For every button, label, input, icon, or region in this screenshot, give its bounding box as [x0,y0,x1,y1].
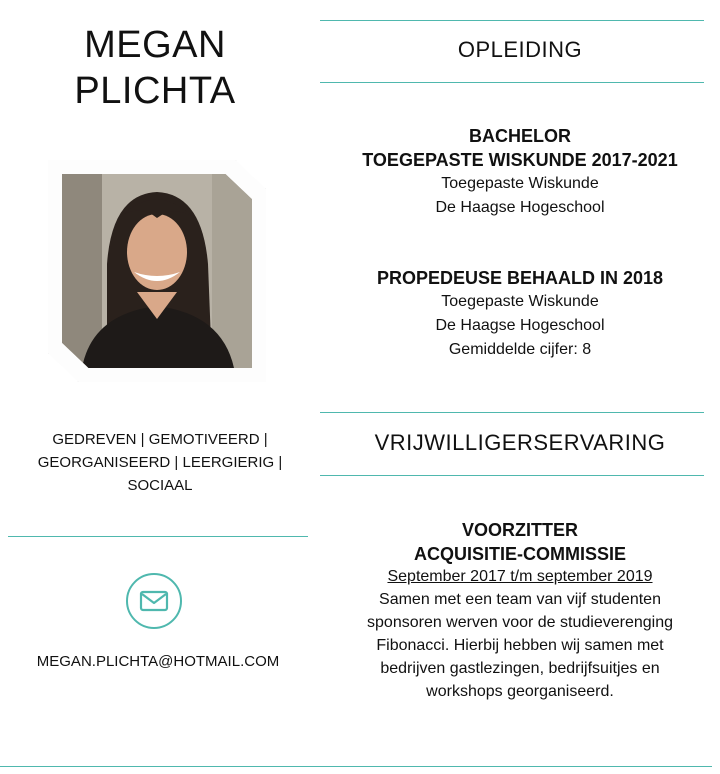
education-entry-bachelor [320,124,720,220]
propedeuse-heading: PROPEDEUSE BEHAALD IN 2018 [376,268,664,288]
profile-photo-frame [48,160,266,382]
profile-photo [62,174,252,368]
volunteer-title: VRIJWILLIGERSERVARING [374,430,666,455]
volunteer-desc-1: Samen met een team van vijf studenten [379,591,661,608]
propedeuse-school: De Haagse Hogeschool [435,317,605,334]
bachelor-heading-1: BACHELOR [469,126,571,146]
education-entry-propedeuse [320,266,720,362]
education-top-rule [320,20,704,21]
bachelor-heading-2: TOEGEPASTE WISKUNDE 2017-2021 [362,150,678,170]
volunteer-period: September 2017 t/m september 2019 [387,568,653,585]
propedeuse-grade: Gemiddelde cijfer: 8 [448,341,592,358]
volunteer-entry [320,518,720,703]
volunteer-desc-3: Fibonacci. Hierbij hebben wij samen met [376,637,664,654]
volunteer-heading-2: ACQUISITIE-COMMISSIE [413,544,626,564]
propedeuse-program: Toegepaste Wiskunde [441,293,599,310]
education-title: OPLEIDING [457,37,583,62]
traits-line-2: GEORGANISEERD | LEERGIERIG | [37,454,283,471]
traits-line-3: SOCIAAL [127,477,193,494]
volunteer-desc-4: bedrijven gastlezingen, bedrijfsuitjes en [380,660,660,677]
volunteer-desc-2: sponsoren werven voor de studieverenging [367,614,673,631]
bachelor-program: Toegepaste Wiskunde [441,175,599,192]
bachelor-school: De Haagse Hogeschool [435,199,605,216]
envelope-icon [139,590,169,612]
email-icon-badge[interactable] [126,573,182,629]
left-divider [8,536,308,537]
volunteer-heading-1: VOORZITTER [462,520,578,540]
personal-traits [10,428,310,497]
right-column [320,0,720,774]
volunteer-bottom-rule [320,475,704,476]
last-name: PLICHTA [74,70,236,112]
volunteer-desc-5: workshops georganiseerd. [426,683,614,700]
first-name: MEGAN [84,24,226,66]
education-bottom-rule [320,82,704,83]
volunteer-top-rule [320,412,704,413]
traits-line-1: GEDREVEN | GEMOTIVEERD | [52,431,268,448]
person-name [0,22,310,114]
email-address[interactable]: MEGAN.PLICHTA@HOTMAIL.COM [36,653,280,670]
left-column [0,0,320,774]
portrait-illustration [62,174,252,368]
page-bottom-rule [0,766,712,767]
